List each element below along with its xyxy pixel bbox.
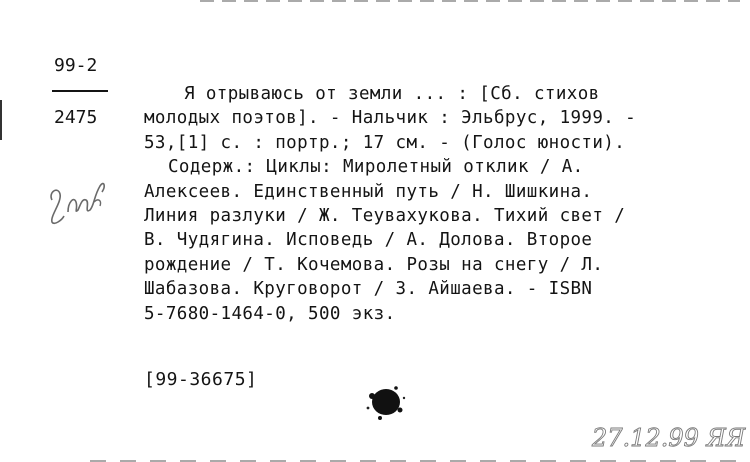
entry-line-contents-3: Линия разлуки / Ж. Теувахукова. Тихий свет / xyxy=(144,205,626,226)
handwritten-date-text: 27.12.99 ЯЯ xyxy=(592,424,746,452)
ink-blot xyxy=(360,378,410,428)
entry-line-publication: молодых поэтов]. - Нальчик : Эльбрус, 1999. - xyxy=(144,108,637,129)
entry-line-physical: 53,[1] с. : портр.; 17 см. - (Голос юности). xyxy=(144,132,626,153)
entry-line-isbn: 5-7680-1464-0, 500 экз. xyxy=(144,303,396,324)
entry-line-contents-2: Алексеев. Единственный путь / Н. Шишкина. xyxy=(144,181,593,202)
entry-line-contents-6: Шабазова. Круговорот / З. Айшаева. - ISBN xyxy=(144,279,593,300)
shelf-mark xyxy=(52,54,112,130)
entry-line-contents-4: В. Чудягина. Исповедь / А. Долова. Второе xyxy=(144,230,593,251)
call-number: [99-36675] xyxy=(144,369,258,390)
handwritten-date xyxy=(588,418,748,454)
entry-line-title: Я отрываюсь от земли ... : [Сб. стихов xyxy=(184,84,600,104)
card-top-edge xyxy=(200,0,740,2)
handwritten-mark xyxy=(44,172,114,232)
entry-line-contents: Содерж.: Циклы: Миролетный отклик / А. xyxy=(168,157,584,178)
shelf-mark-divider xyxy=(52,90,108,92)
shelf-mark-bottom: 2475 xyxy=(54,107,98,128)
bibliographic-entry xyxy=(144,82,750,326)
shelf-mark-top: 99-2 xyxy=(54,55,98,76)
card-left-edge-mark xyxy=(0,100,2,140)
entry-line-contents-5: рождение / Т. Кочемова. Розы на снегу / Л. xyxy=(144,254,604,275)
